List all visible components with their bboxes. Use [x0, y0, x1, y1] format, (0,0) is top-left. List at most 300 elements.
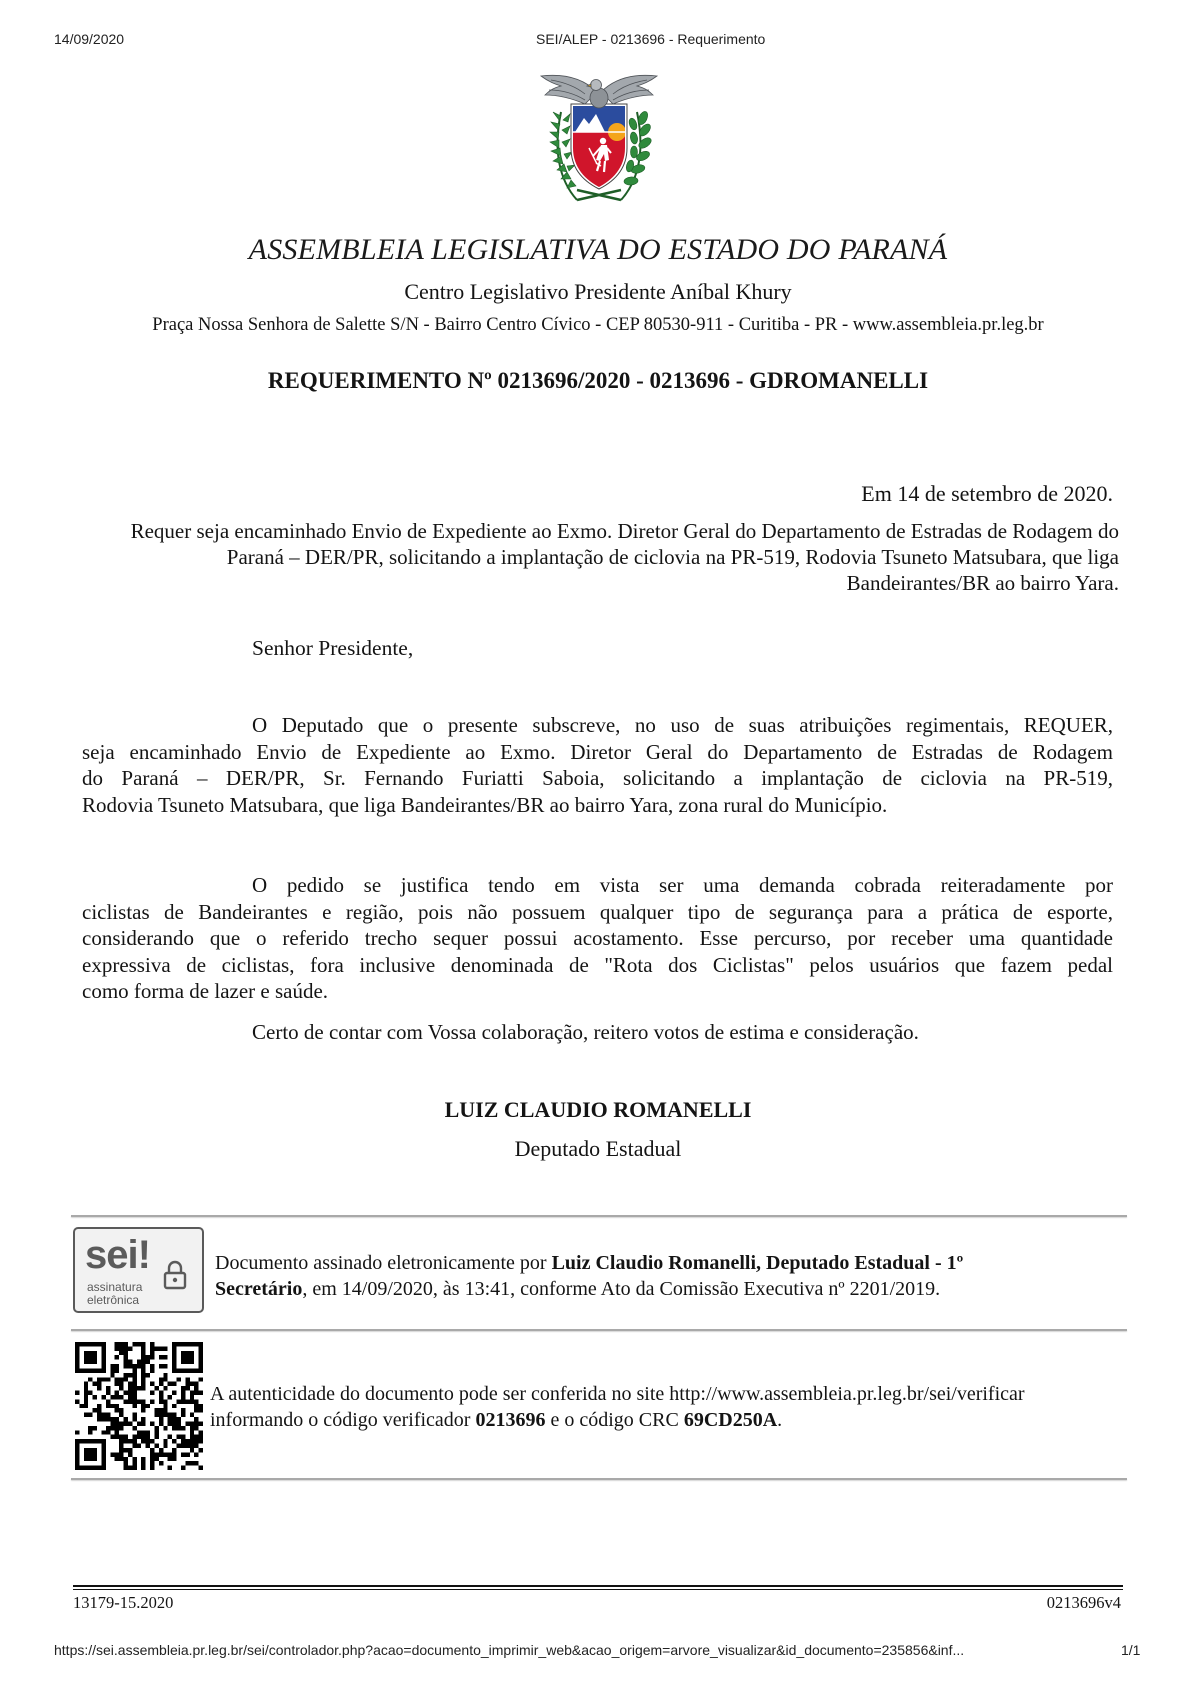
- qr-module: [132, 1399, 136, 1403]
- qr-module: [110, 1426, 114, 1430]
- qr-module: [199, 1408, 203, 1412]
- qr-module: [141, 1435, 145, 1439]
- qr-module: [132, 1466, 136, 1470]
- qr-module: [172, 1439, 176, 1443]
- qr-module: [119, 1421, 123, 1425]
- qr-module: [124, 1421, 128, 1425]
- qr-module: [163, 1452, 167, 1456]
- qr-module: [119, 1408, 123, 1412]
- qr-module: [115, 1435, 119, 1439]
- qr-module: [132, 1461, 136, 1465]
- qr-module: [141, 1364, 145, 1368]
- qr-module: [194, 1435, 198, 1439]
- qr-module: [110, 1395, 114, 1399]
- qr-module: [132, 1444, 136, 1448]
- closing-sentence: Certo de contar com Vossa colaboração, reitero votos de estima e consideração.: [252, 1020, 919, 1044]
- qr-module: [124, 1346, 128, 1350]
- qr-module: [106, 1413, 110, 1417]
- qr-module: [150, 1421, 154, 1425]
- qr-module: [150, 1364, 154, 1368]
- qr-module: [141, 1342, 145, 1346]
- qr-module: [124, 1373, 128, 1377]
- qr-module: [163, 1413, 167, 1417]
- qr-module: [132, 1377, 136, 1381]
- qr-module: [177, 1377, 181, 1381]
- qr-module: [115, 1364, 119, 1368]
- paragraph-line: do Paraná – DER/PR, Sr. Fernando Furiatti Saboia, solicitando a implantação de ciclovia na PR-519,: [82, 766, 1113, 790]
- qr-module: [159, 1355, 163, 1359]
- qr-module: [124, 1360, 128, 1364]
- qr-module: [141, 1386, 145, 1390]
- qr-module: [194, 1421, 198, 1425]
- qr-module: [154, 1430, 158, 1434]
- parana-coat-of-arms: [537, 68, 661, 218]
- qr-module: [150, 1457, 154, 1461]
- qr-module: [110, 1364, 114, 1368]
- qr-module: [101, 1377, 105, 1381]
- qr-module: [181, 1386, 185, 1390]
- qr-module: [137, 1421, 141, 1425]
- qr-module: [132, 1391, 136, 1395]
- qr-module: [119, 1342, 123, 1346]
- qr-module: [75, 1430, 79, 1434]
- qr-module: [106, 1391, 110, 1395]
- qr-module: [132, 1404, 136, 1408]
- qr-module: [115, 1346, 119, 1350]
- qr-module: [194, 1391, 198, 1395]
- qr-module: [159, 1346, 163, 1350]
- qr-module: [199, 1448, 203, 1452]
- qr-module: [181, 1426, 185, 1430]
- divider: [71, 1329, 1127, 1331]
- qr-module: [181, 1351, 194, 1364]
- qr-module: [199, 1377, 203, 1381]
- qr-module: [115, 1408, 119, 1412]
- body-paragraph-request: [82, 712, 1113, 818]
- qr-module: [137, 1435, 141, 1439]
- qr-module: [190, 1399, 194, 1403]
- qr-module: [119, 1452, 123, 1456]
- qr-module: [159, 1448, 163, 1452]
- institution-address: Praça Nossa Senhora de Salette S/N - Bairro Centro Cívico - CEP 80530-911 - Curitiba - PR - www.assembleia.pr.leg.br: [152, 315, 1044, 335]
- qr-module: [115, 1391, 119, 1395]
- qr-module: [168, 1382, 172, 1386]
- authenticity-statement: [210, 1381, 1025, 1433]
- qr-module: [115, 1395, 119, 1399]
- qr-module: [190, 1435, 194, 1439]
- qr-module: [110, 1373, 114, 1377]
- qr-module: [128, 1439, 132, 1443]
- qr-module: [119, 1377, 123, 1381]
- qr-module: [115, 1404, 119, 1408]
- paragraph-line: O Deputado que o presente subscreve, no uso de suas atribuições regimentais, REQUER,: [252, 713, 1113, 737]
- qr-module: [190, 1444, 194, 1448]
- qr-module: [93, 1408, 97, 1412]
- qr-module: [185, 1377, 189, 1381]
- qr-module: [124, 1351, 128, 1355]
- signature-line: [215, 1276, 963, 1302]
- qr-module: [194, 1444, 198, 1448]
- qr-module: [132, 1373, 136, 1377]
- qr-module: [84, 1413, 88, 1417]
- authenticity-suffix: .: [777, 1409, 783, 1431]
- qr-module: [88, 1391, 92, 1395]
- qr-module: [194, 1408, 198, 1412]
- qr-module: [199, 1404, 203, 1408]
- qr-module: [119, 1426, 123, 1430]
- qr-module: [115, 1452, 119, 1456]
- qr-module: [168, 1395, 172, 1399]
- qr-module: [106, 1386, 110, 1390]
- qr-module: [163, 1404, 167, 1408]
- qr-module: [132, 1342, 136, 1346]
- qr-module: [154, 1413, 158, 1417]
- qr-module: [115, 1430, 119, 1434]
- qr-module: [84, 1386, 88, 1390]
- qr-module: [146, 1430, 150, 1434]
- qr-module: [101, 1413, 105, 1417]
- qr-module: [124, 1417, 128, 1421]
- institution-name: ASSEMBLEIA LEGISLATIVA DO ESTADO DO PARANÁ: [248, 233, 948, 266]
- qr-module: [168, 1435, 172, 1439]
- footer-rule: [73, 1585, 1123, 1590]
- qr-module: [150, 1448, 154, 1452]
- qr-module: [168, 1452, 172, 1456]
- qr-module: [150, 1466, 154, 1470]
- qr-module: [141, 1417, 145, 1421]
- qr-module: [128, 1364, 132, 1368]
- qr-module: [181, 1466, 185, 1470]
- qr-module: [194, 1404, 198, 1408]
- qr-module: [154, 1426, 158, 1430]
- qr-module: [84, 1404, 88, 1408]
- qr-module: [194, 1439, 198, 1443]
- print-header-date: 14/09/2020: [54, 31, 125, 47]
- qr-module: [194, 1382, 198, 1386]
- qr-module: [150, 1368, 154, 1372]
- qr-module: [141, 1377, 145, 1381]
- qr-module: [128, 1360, 132, 1364]
- qr-module: [159, 1461, 163, 1465]
- qr-module: [101, 1417, 105, 1421]
- qr-module: [88, 1430, 92, 1434]
- qr-module: [172, 1448, 176, 1452]
- qr-module: [194, 1461, 198, 1465]
- qr-module: [141, 1373, 145, 1377]
- divider: [71, 1478, 1127, 1480]
- qr-module: [84, 1382, 88, 1386]
- qr-module: [115, 1426, 119, 1430]
- qr-module: [168, 1457, 172, 1461]
- qr-module: [119, 1382, 123, 1386]
- qr-module: [150, 1355, 154, 1359]
- qr-module: [172, 1404, 176, 1408]
- qr-module: [146, 1355, 150, 1359]
- qr-module: [163, 1346, 167, 1350]
- qr-module: [150, 1342, 154, 1346]
- qr-module: [124, 1435, 128, 1439]
- qr-module: [199, 1430, 203, 1434]
- qr-module: [97, 1404, 101, 1408]
- qr-module: [141, 1382, 145, 1386]
- qr-module: [177, 1426, 181, 1430]
- authenticity-line: A autenticidade do documento pode ser conferida no site http://www.assembleia.pr.leg.br/sei/verificar: [210, 1383, 1025, 1405]
- qr-module: [185, 1439, 189, 1443]
- qr-module: [185, 1461, 189, 1465]
- qr-module: [119, 1346, 123, 1350]
- qr-module: [181, 1395, 185, 1399]
- qr-module: [146, 1444, 150, 1448]
- qr-module: [115, 1417, 119, 1421]
- qr-module: [199, 1421, 203, 1425]
- qr-module: [110, 1404, 114, 1408]
- qr-module: [141, 1368, 145, 1372]
- qr-module: [181, 1391, 185, 1395]
- qr-module: [93, 1426, 97, 1430]
- qr-module: [177, 1435, 181, 1439]
- qr-module: [181, 1435, 185, 1439]
- qr-module: [185, 1399, 189, 1403]
- qr-module: [141, 1421, 145, 1425]
- qr-module: [84, 1399, 88, 1403]
- qr-module: [132, 1457, 136, 1461]
- qr-module: [146, 1439, 150, 1443]
- qr-module: [163, 1444, 167, 1448]
- paragraph-line: como forma de lazer e saúde.: [82, 979, 329, 1003]
- qr-module: [190, 1439, 194, 1443]
- qr-module: [159, 1413, 163, 1417]
- qr-module: [181, 1413, 185, 1417]
- qr-module: [154, 1435, 158, 1439]
- qr-module: [190, 1413, 194, 1417]
- qr-module: [124, 1377, 128, 1381]
- document-version: 0213696v4: [1046, 1593, 1121, 1612]
- qr-module: [119, 1448, 123, 1452]
- qr-module: [168, 1466, 172, 1470]
- qr-module: [115, 1382, 119, 1386]
- qr-code: [75, 1342, 203, 1470]
- body-paragraph-justification: [82, 872, 1113, 1005]
- qr-module: [150, 1391, 154, 1395]
- qr-module: [159, 1364, 163, 1368]
- qr-module: [154, 1386, 158, 1390]
- qr-module: [119, 1386, 123, 1390]
- qr-module: [163, 1377, 167, 1381]
- qr-module: [163, 1386, 167, 1390]
- qr-module: [154, 1457, 158, 1461]
- legislative-center-name: Centro Legislativo Presidente Aníbal Khury: [404, 279, 792, 304]
- qr-module: [181, 1452, 185, 1456]
- padlock-icon: [161, 1259, 189, 1291]
- qr-module: [177, 1421, 181, 1425]
- paragraph-line: Rodovia Tsuneto Matsubara, que liga Bandeirantes/BR ao bairro Yara, zona rural do Município.: [82, 792, 888, 817]
- qr-module: [172, 1457, 176, 1461]
- summary-line: Paraná – DER/PR, solicitando a implantação de ciclovia na PR-519, Rodovia Tsuneto Matsubara, que liga: [226, 545, 1119, 569]
- print-footer-page: 1/1: [1121, 1642, 1141, 1658]
- qr-module: [132, 1368, 136, 1372]
- qr-module: [132, 1395, 136, 1399]
- qr-module: [132, 1417, 136, 1421]
- paragraph-line: considerando que o referido trecho sequer possui acostamento. Esse percurso, por receber uma quantidade: [82, 926, 1113, 950]
- signature-signer: Luiz Claudio Romanelli: [551, 1252, 757, 1274]
- qr-module: [110, 1368, 114, 1372]
- qr-module: [84, 1395, 88, 1399]
- qr-module: [199, 1435, 203, 1439]
- qr-module: [141, 1355, 145, 1359]
- qr-module: [172, 1421, 176, 1425]
- qr-module: [137, 1444, 141, 1448]
- qr-module: [199, 1391, 203, 1395]
- qr-module: [115, 1457, 119, 1461]
- qr-module: [150, 1346, 154, 1350]
- qr-module: [110, 1435, 114, 1439]
- authenticity-line: [210, 1407, 1025, 1433]
- qr-module: [128, 1421, 132, 1425]
- qr-module: [119, 1435, 123, 1439]
- print-footer-url: https://sei.assembleia.pr.leg.br/sei/controlador.php?acao=documento_imprimir_web&acao_origem=arvore_visualizar&id_documento=235856&inf...: [54, 1642, 965, 1658]
- qr-module: [190, 1421, 194, 1425]
- qr-module: [115, 1355, 119, 1359]
- qr-module: [106, 1426, 110, 1430]
- qr-module: [128, 1448, 132, 1452]
- qr-module: [106, 1417, 110, 1421]
- qr-module: [159, 1395, 163, 1399]
- qr-module: [185, 1382, 189, 1386]
- qr-module: [88, 1426, 92, 1430]
- qr-module: [106, 1377, 110, 1381]
- qr-module: [168, 1413, 172, 1417]
- qr-module: [132, 1439, 136, 1443]
- qr-module: [97, 1377, 101, 1381]
- qr-module: [159, 1421, 163, 1425]
- qr-module: [163, 1399, 167, 1403]
- qr-module: [106, 1399, 110, 1403]
- qr-module: [119, 1457, 123, 1461]
- qr-module: [141, 1466, 145, 1470]
- qr-module: [88, 1377, 92, 1381]
- qr-module: [79, 1404, 83, 1408]
- qr-module: [190, 1382, 194, 1386]
- qr-module: [177, 1399, 181, 1403]
- document-summary: [39, 518, 1119, 596]
- qr-module: [137, 1399, 141, 1403]
- qr-module: [150, 1399, 154, 1403]
- qr-module: [154, 1444, 158, 1448]
- qr-module: [124, 1439, 128, 1443]
- qr-module: [101, 1430, 105, 1434]
- qr-module: [168, 1421, 172, 1425]
- qr-module: [163, 1373, 167, 1377]
- electronic-signature-statement: [215, 1250, 963, 1302]
- qr-module: [137, 1430, 141, 1434]
- qr-module: [137, 1364, 141, 1368]
- qr-module: [172, 1426, 176, 1430]
- qr-module: [75, 1391, 79, 1395]
- qr-module: [163, 1355, 167, 1359]
- paragraph-line: ciclistas de Bandeirantes e região, pois não possuem qualquer tipo de segurança para a prática de esporte,: [82, 899, 1113, 924]
- qr-module: [141, 1399, 145, 1403]
- qr-module: [119, 1395, 123, 1399]
- qr-module: [190, 1395, 194, 1399]
- qr-module: [159, 1452, 163, 1456]
- qr-module: [132, 1413, 136, 1417]
- qr-module: [163, 1426, 167, 1430]
- signature-line: [215, 1250, 963, 1276]
- qr-module: [185, 1452, 189, 1456]
- qr-module: [132, 1386, 136, 1390]
- qr-module: [84, 1391, 88, 1395]
- qr-module: [150, 1382, 154, 1386]
- qr-module: [141, 1351, 145, 1355]
- qr-module: [84, 1448, 97, 1461]
- qr-module: [84, 1351, 97, 1364]
- qr-module: [110, 1421, 114, 1425]
- qr-module: [141, 1404, 145, 1408]
- qr-module: [181, 1439, 185, 1443]
- qr-module: [159, 1391, 163, 1395]
- qr-module: [177, 1444, 181, 1448]
- qr-module: [163, 1439, 167, 1443]
- qr-module: [159, 1408, 163, 1412]
- qr-module: [185, 1421, 189, 1425]
- shield: [567, 102, 631, 192]
- paragraph-line: seja encaminhado Envio de Expediente ao Exmo. Diretor Geral do Departamento de Estradas de Rodagem: [82, 739, 1113, 764]
- qr-module: [124, 1364, 128, 1368]
- document-date: Em 14 de setembro de 2020.: [861, 481, 1113, 506]
- qr-module: [97, 1417, 101, 1421]
- qr-module: [194, 1417, 198, 1421]
- qr-module: [194, 1426, 198, 1430]
- qr-module: [124, 1457, 128, 1461]
- qr-module: [159, 1417, 163, 1421]
- document-heading: REQUERIMENTO Nº 0213696/2020 - 0213696 - GDROMANELLI: [267, 368, 929, 393]
- qr-module: [128, 1466, 132, 1470]
- sei-signature-logo: [73, 1227, 204, 1313]
- qr-module: [128, 1399, 132, 1403]
- qr-module: [185, 1386, 189, 1390]
- qr-module: [137, 1342, 141, 1346]
- qr-module: [141, 1360, 145, 1364]
- qr-module: [159, 1382, 163, 1386]
- qr-module: [172, 1417, 176, 1421]
- qr-module: [163, 1408, 167, 1412]
- qr-module: [141, 1457, 145, 1461]
- qr-module: [124, 1391, 128, 1395]
- summary-line: Bandeirantes/BR ao bairro Yara.: [846, 571, 1119, 595]
- qr-module: [185, 1444, 189, 1448]
- signature-role: Deputado Estadual - 1º: [766, 1252, 964, 1274]
- qr-module: [119, 1413, 123, 1417]
- qr-module: [181, 1408, 185, 1412]
- qr-module: [141, 1439, 145, 1443]
- qr-module: [106, 1430, 110, 1434]
- qr-module: [128, 1382, 132, 1386]
- qr-module: [150, 1351, 154, 1355]
- qr-module: [93, 1382, 97, 1386]
- qr-module: [194, 1452, 198, 1456]
- qr-module: [177, 1417, 181, 1421]
- process-number: 13179-15.2020: [73, 1593, 174, 1612]
- qr-module: [132, 1382, 136, 1386]
- qr-module: [154, 1452, 158, 1456]
- qr-module: [154, 1408, 158, 1412]
- qr-module: [190, 1461, 194, 1465]
- qr-module: [150, 1452, 154, 1456]
- qr-module: [128, 1452, 132, 1456]
- qr-module: [163, 1364, 167, 1368]
- qr-module: [97, 1413, 101, 1417]
- sei-wordmark: sei!: [85, 1233, 150, 1277]
